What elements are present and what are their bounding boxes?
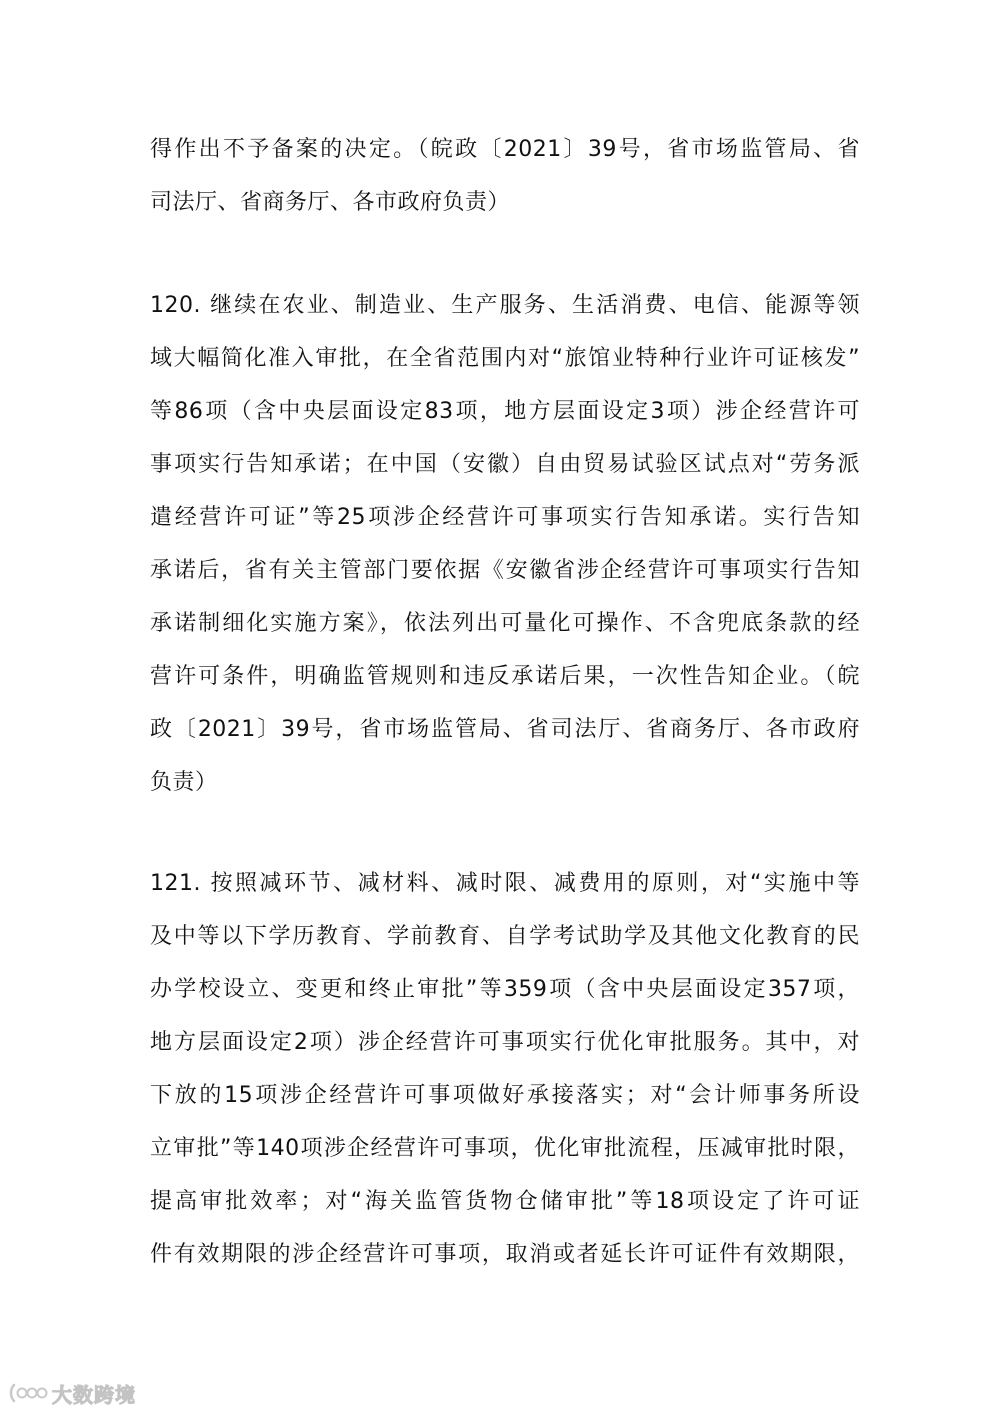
paragraph-item-121 <box>150 857 860 1281</box>
text-line: 承诺制细化实施方案》，依法列出可量化可操作、不含兜底条款的经 <box>150 611 860 636</box>
text-line: 及中等以下学历教育、学前教育、自学考试助学及其他文化教育的民 <box>150 924 860 949</box>
text-line: 负责） <box>150 770 218 795</box>
brand-logo-icon <box>8 1381 48 1405</box>
text-line: 政〔2021〕39号，省市场监管局、省司法厅、省商务厅、各市政府 <box>150 717 860 742</box>
text-line: 121. 按照减环节、减材料、减时限、减费用的原则，对“实施中等 <box>150 871 860 896</box>
text-line: 事项实行告知承诺；在中国（安徽）自由贸易试验区试点对“劳务派 <box>150 452 860 477</box>
text-line: 承诺后，省有关主管部门要依据《安徽省涉企经营许可事项实行告知 <box>150 558 860 583</box>
text-line: 下放的15项涉企经营许可事项做好承接落实；对“会计师事务所设 <box>150 1083 860 1108</box>
watermark <box>8 1378 136 1408</box>
text-line: 司法厅、省商务厅、各市政府负责） <box>150 190 511 215</box>
text-line: 提高审批效率；对“海关监管货物仓储审批”等18项设定了许可证 <box>150 1189 860 1214</box>
text-line: 域大幅简化准入审批，在全省范围内对“旅馆业特种行业许可证核发” <box>150 346 860 371</box>
text-line: 件有效期限的涉企经营许可事项，取消或者延长许可证件有效期限， <box>150 1242 860 1267</box>
text-line: 遣经营许可证”等25项涉企经营许可事项实行告知承诺。实行告知 <box>150 505 860 530</box>
text-line: 120. 继续在农业、制造业、生产服务、生活消费、电信、能源等领 <box>150 293 860 318</box>
paragraph-item-120 <box>150 279 860 809</box>
text-line: 等86项（含中央层面设定83项，地方层面设定3项）涉企经营许可 <box>150 399 860 424</box>
text-line: 得作出不予备案的决定。（皖政〔2021〕39号，省市场监管局、省 <box>150 137 860 162</box>
text-line: 地方层面设定2项）涉企经营许可事项实行优化审批服务。其中，对 <box>150 1030 860 1055</box>
watermark-text: 大数跨境 <box>52 1382 136 1407</box>
text-line: 营许可条件，明确监管规则和违反承诺后果，一次性告知企业。（皖 <box>150 664 860 689</box>
paragraph-continuation <box>150 123 860 229</box>
text-line: 办学校设立、变更和终止审批”等359项（含中央层面设定357项， <box>150 977 860 1002</box>
text-line: 立审批”等140项涉企经营许可事项，优化审批流程，压减审批时限， <box>150 1136 860 1161</box>
